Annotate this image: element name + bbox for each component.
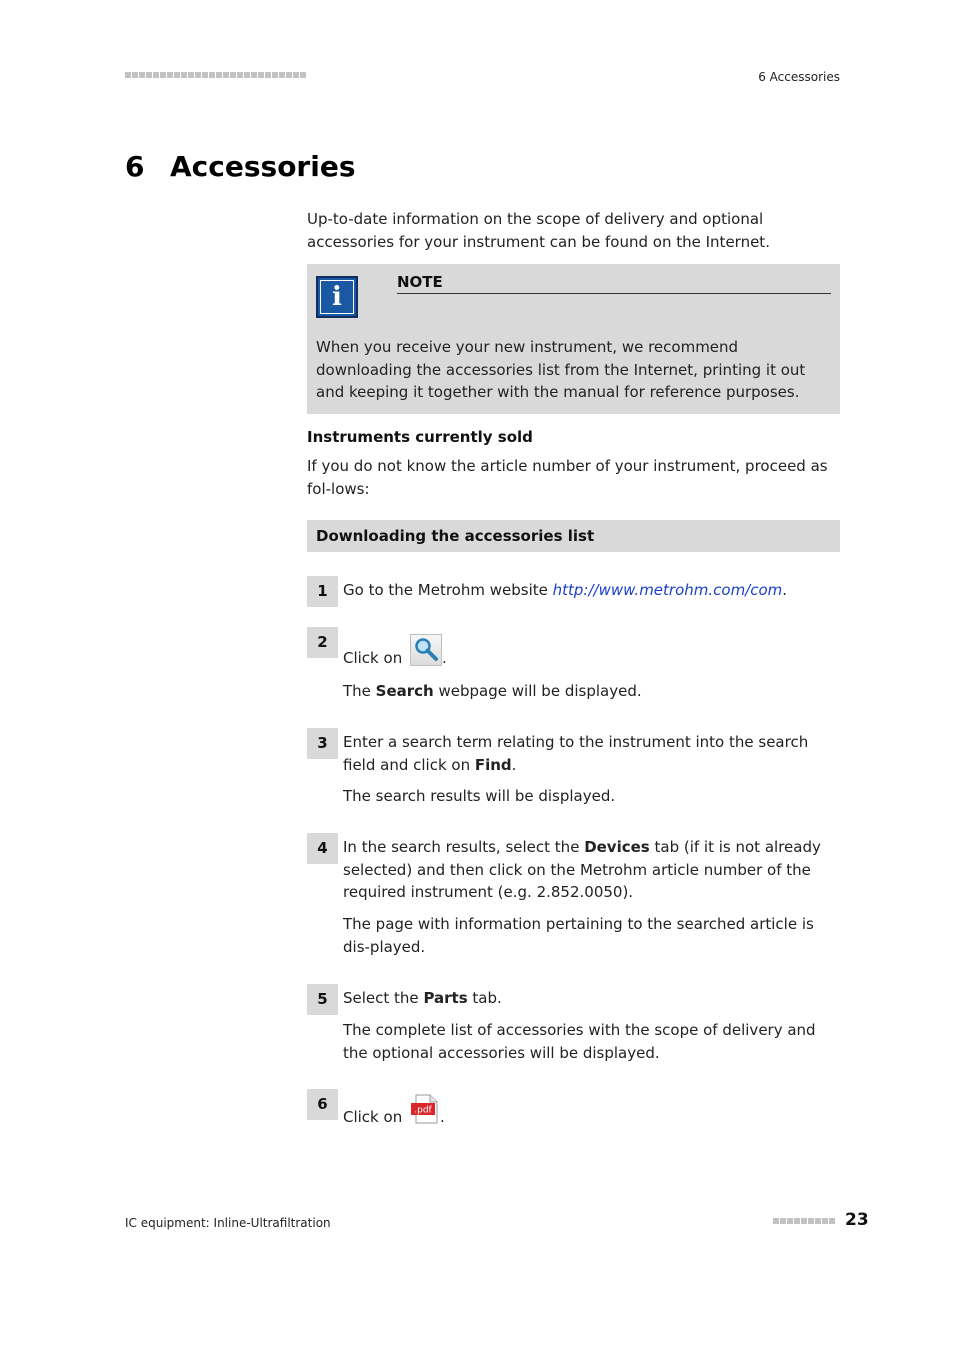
step-2-result-bold: Search (375, 682, 434, 700)
step-2-result-pre: The (343, 682, 376, 700)
pdf-icon (410, 1094, 440, 1124)
step-5-text: Select the (343, 989, 424, 1007)
section-text: If you do not know the article number of your instrument, proceed as fol-lows: (307, 457, 828, 498)
step-number: 3 (307, 728, 338, 759)
step-number: 6 (307, 1089, 338, 1120)
metrohm-website-link[interactable]: http://www.metrohm.com/com (552, 581, 783, 599)
step-4-text-end: tab (if it is not already selected) and then click on the Metrohm article number of the required instrument (e.g. 2.852.0050). (343, 838, 821, 901)
page-number: 23 (845, 1210, 869, 1230)
procedure-title: Downloading the accessories list (307, 520, 840, 552)
chapter-title-text: Accessories (170, 150, 356, 183)
step-result (343, 680, 833, 703)
step-5-bold: Parts (423, 989, 468, 1007)
step-6-text: Click on (343, 1108, 407, 1126)
step-2-text: Click on (343, 649, 407, 667)
step-1-text: Go to the Metrohm website (343, 581, 553, 599)
chapter-number: 6 (125, 150, 145, 183)
info-icon: i (316, 276, 358, 318)
step-4-bold: Devices (584, 838, 650, 856)
footer-decoration (773, 1218, 835, 1224)
chapter-title (125, 150, 356, 183)
step-text (343, 987, 833, 1010)
pdf-icon-label: .pdf (414, 1105, 432, 1116)
step-5-text-end: tab. (467, 989, 502, 1007)
step-number: 4 (307, 833, 338, 864)
step-6-punct: . (439, 1108, 445, 1126)
step-text (343, 836, 833, 904)
step-3-bold: Find (474, 755, 512, 774)
step-result: The page with information pertaining to the searched article is dis-played. (343, 915, 814, 956)
step-number: 1 (307, 576, 338, 607)
step-4-text: In the search results, select the (343, 838, 585, 856)
search-icon (410, 634, 442, 666)
note-text: When you receive your new instrument, we recommend downloading the accessories list from the Internet, printing it out and keeping it together with the manual for reference purposes. (316, 338, 806, 401)
step-2-result-post: webpage will be displayed. (433, 682, 642, 700)
step-2-punct: . (441, 649, 447, 667)
step-number: 2 (307, 627, 338, 658)
step-result: The search results will be displayed. (343, 787, 616, 805)
note-heading: NOTE (397, 273, 831, 294)
footer-document-title: IC equipment: Inline-Ultrafiltration (125, 1216, 331, 1230)
step-3-text: Enter a search term relating to the instrument into the search field and click on (343, 733, 809, 774)
step-3-punct: . (511, 755, 517, 774)
step-text (343, 634, 833, 670)
header-chapter: 6 Accessories (758, 70, 840, 84)
step-text (343, 731, 833, 776)
step-result: The complete list of accessories with the scope of delivery and the optional accessories will be displayed. (343, 1021, 816, 1062)
step-text (343, 1094, 833, 1129)
intro-paragraph: Up-to-date information on the scope of delivery and optional accessories for your instrument can be found on the Internet. (307, 210, 770, 251)
note-box (307, 264, 840, 414)
section-heading: Instruments currently sold (307, 428, 533, 446)
step-1-punct: . (782, 581, 788, 599)
step-number: 5 (307, 984, 338, 1015)
step-text (343, 579, 833, 602)
header-decoration (125, 72, 306, 78)
